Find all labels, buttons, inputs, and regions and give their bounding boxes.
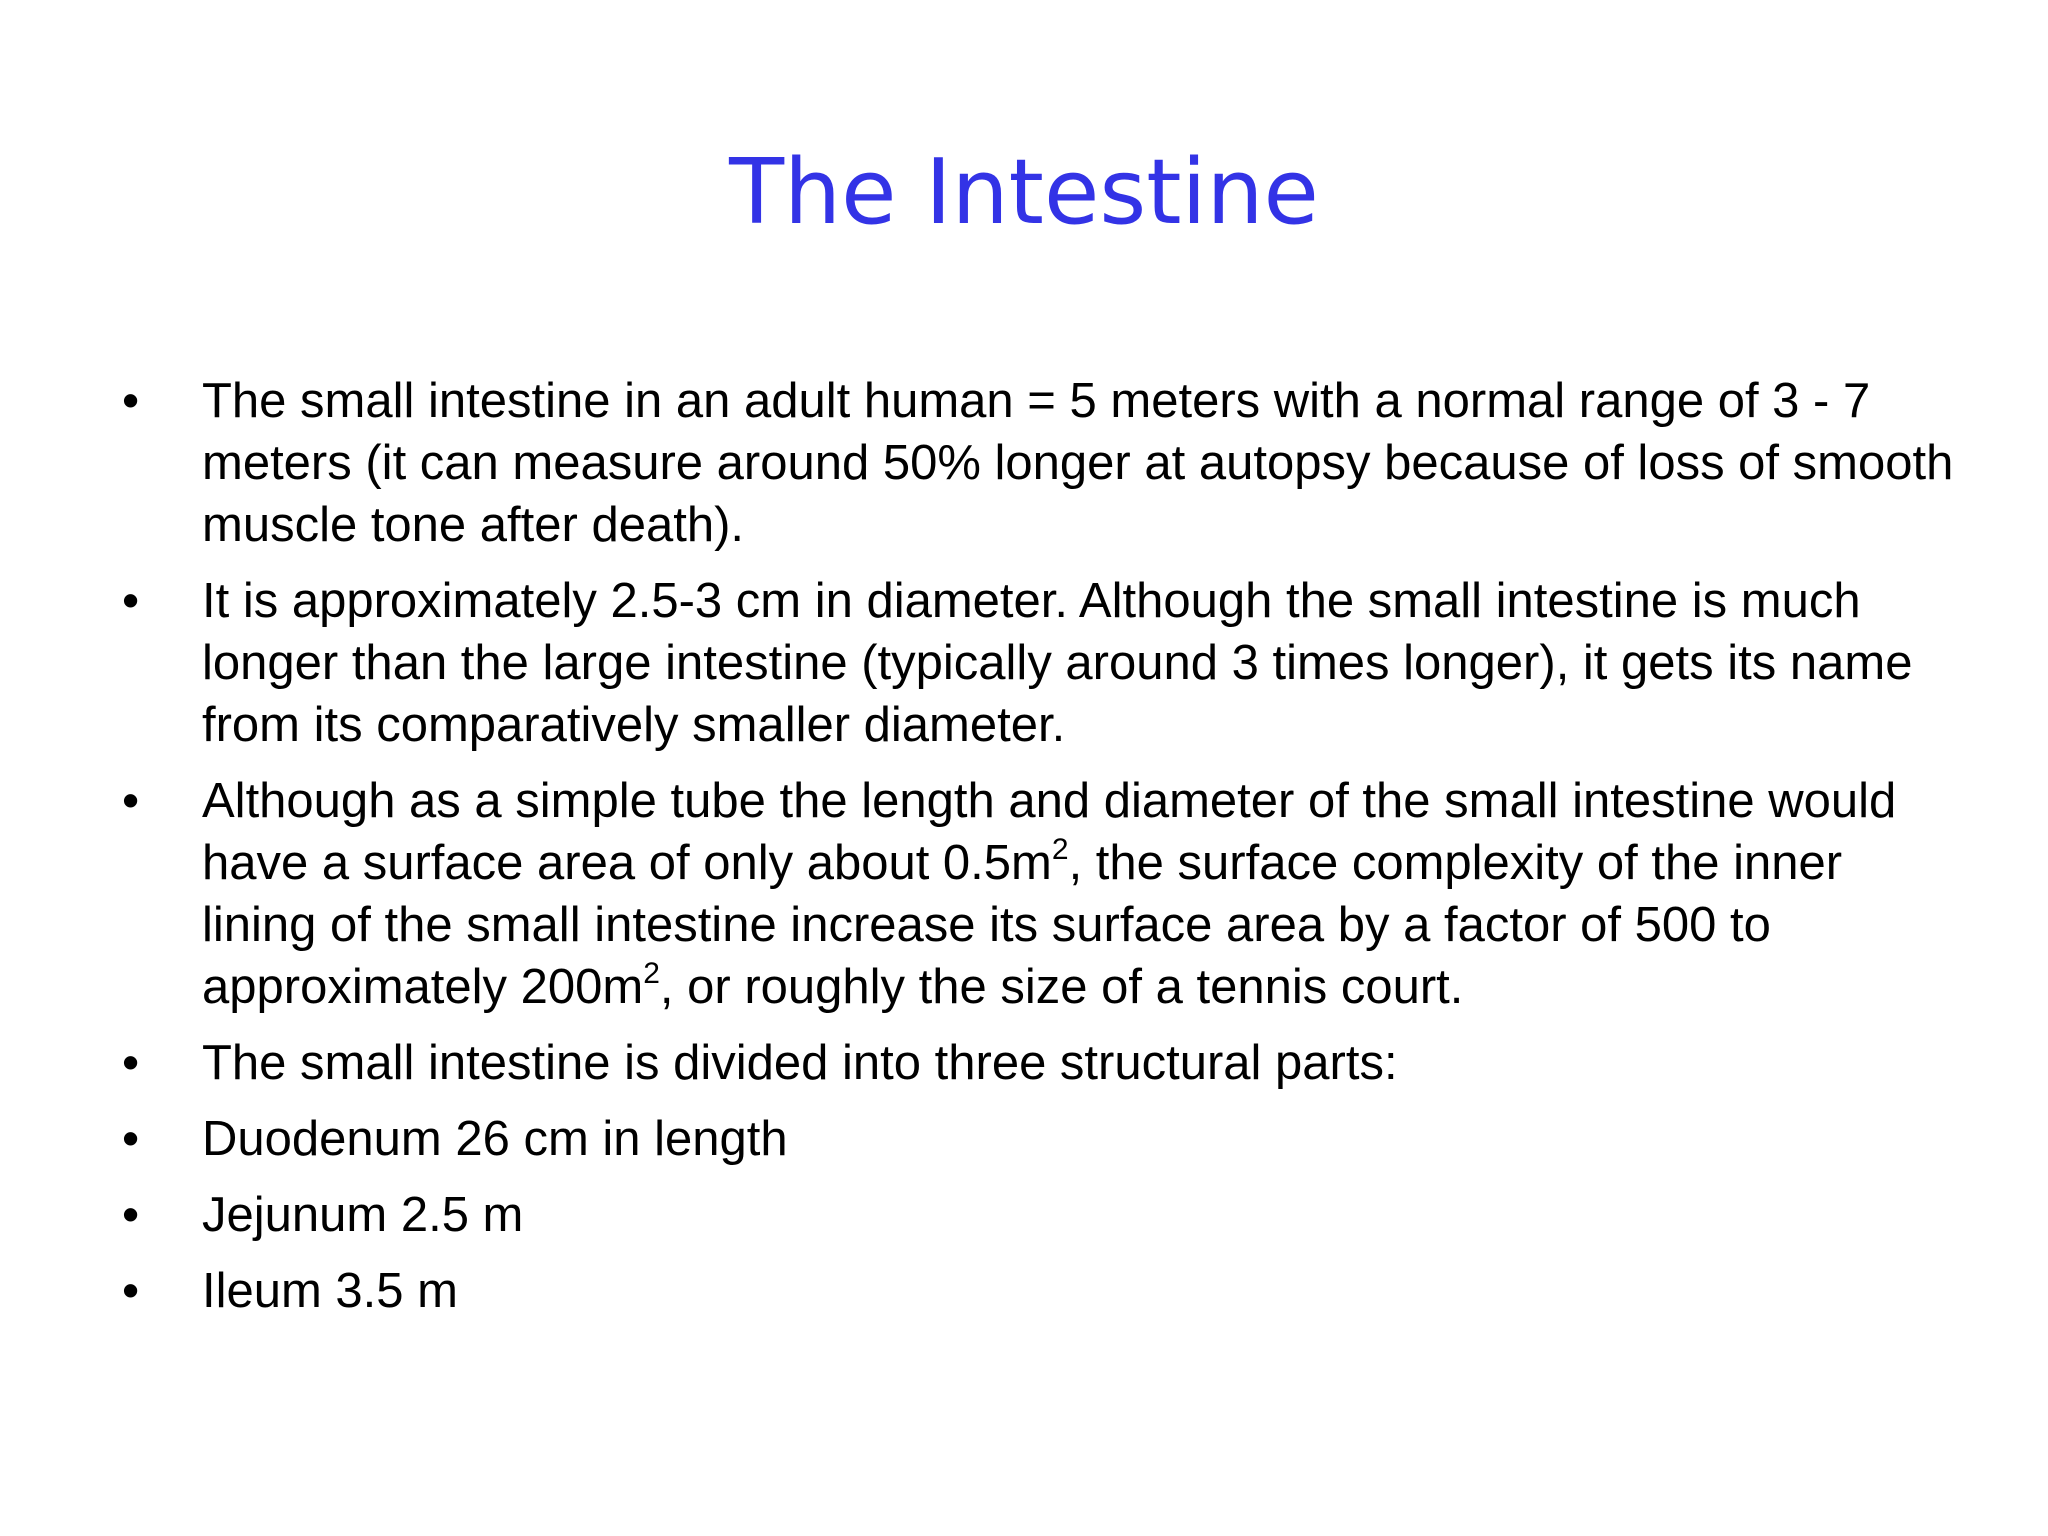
bullet-text: Ileum 3.5 m — [202, 1264, 458, 1318]
bullet-dot-icon: • — [122, 774, 140, 828]
bullet-text: The small intestine in an adult human = 5 meters with a normal range of 3 - 7 meters (it can measure around 50% longer at autopsy because of loss of smooth muscle tone after death). — [202, 374, 1954, 552]
slide-title: The Intestine — [729, 140, 1319, 245]
bullet-dot-icon: • — [122, 1036, 140, 1090]
bullet-text: Duodenum 26 cm in length — [202, 1112, 788, 1166]
bullet-text-segment: Although as a simple tube the length and diameter of the small intestine would have a surface area of only about 0.5m — [202, 774, 1897, 890]
bullet-item-ileum — [112, 1260, 1962, 1322]
bullet-dot-icon: • — [122, 1264, 140, 1318]
bullet-item-jejunum — [112, 1184, 1962, 1246]
bullet-dot-icon: • — [122, 1112, 140, 1166]
bullet-dot-icon: • — [122, 1188, 140, 1242]
bullet-list — [112, 370, 1962, 1336]
bullet-dot-icon: • — [122, 574, 140, 628]
bullet-text-segment: , or roughly the size of a tennis court. — [659, 960, 1464, 1014]
bullet-text: The small intestine is divided into three structural parts: — [202, 1036, 1398, 1090]
bullet-item-surface-area — [112, 770, 1962, 1018]
bullet-item-duodenum — [112, 1108, 1962, 1170]
bullet-text-segment: , the surface complexity of the inner lining of the small intestine increase its surface area by a factor of 500 to approximately 200m — [202, 836, 1843, 1014]
bullet-item-diameter — [112, 570, 1962, 756]
bullet-dot-icon: • — [122, 374, 140, 428]
superscript: 2 — [1051, 833, 1069, 866]
superscript: 2 — [643, 957, 660, 990]
bullet-item-small-intestine-length — [112, 370, 1962, 556]
bullet-text — [202, 774, 1896, 1014]
bullet-text: Jejunum 2.5 m — [202, 1188, 524, 1242]
bullet-item-structural-parts — [112, 1032, 1962, 1094]
bullet-text: It is approximately 2.5-3 cm in diameter. Although the small intestine is much longer than the large intestine (typically around 3 times longer), it gets its name from its comparatively smaller diameter. — [202, 574, 1913, 752]
